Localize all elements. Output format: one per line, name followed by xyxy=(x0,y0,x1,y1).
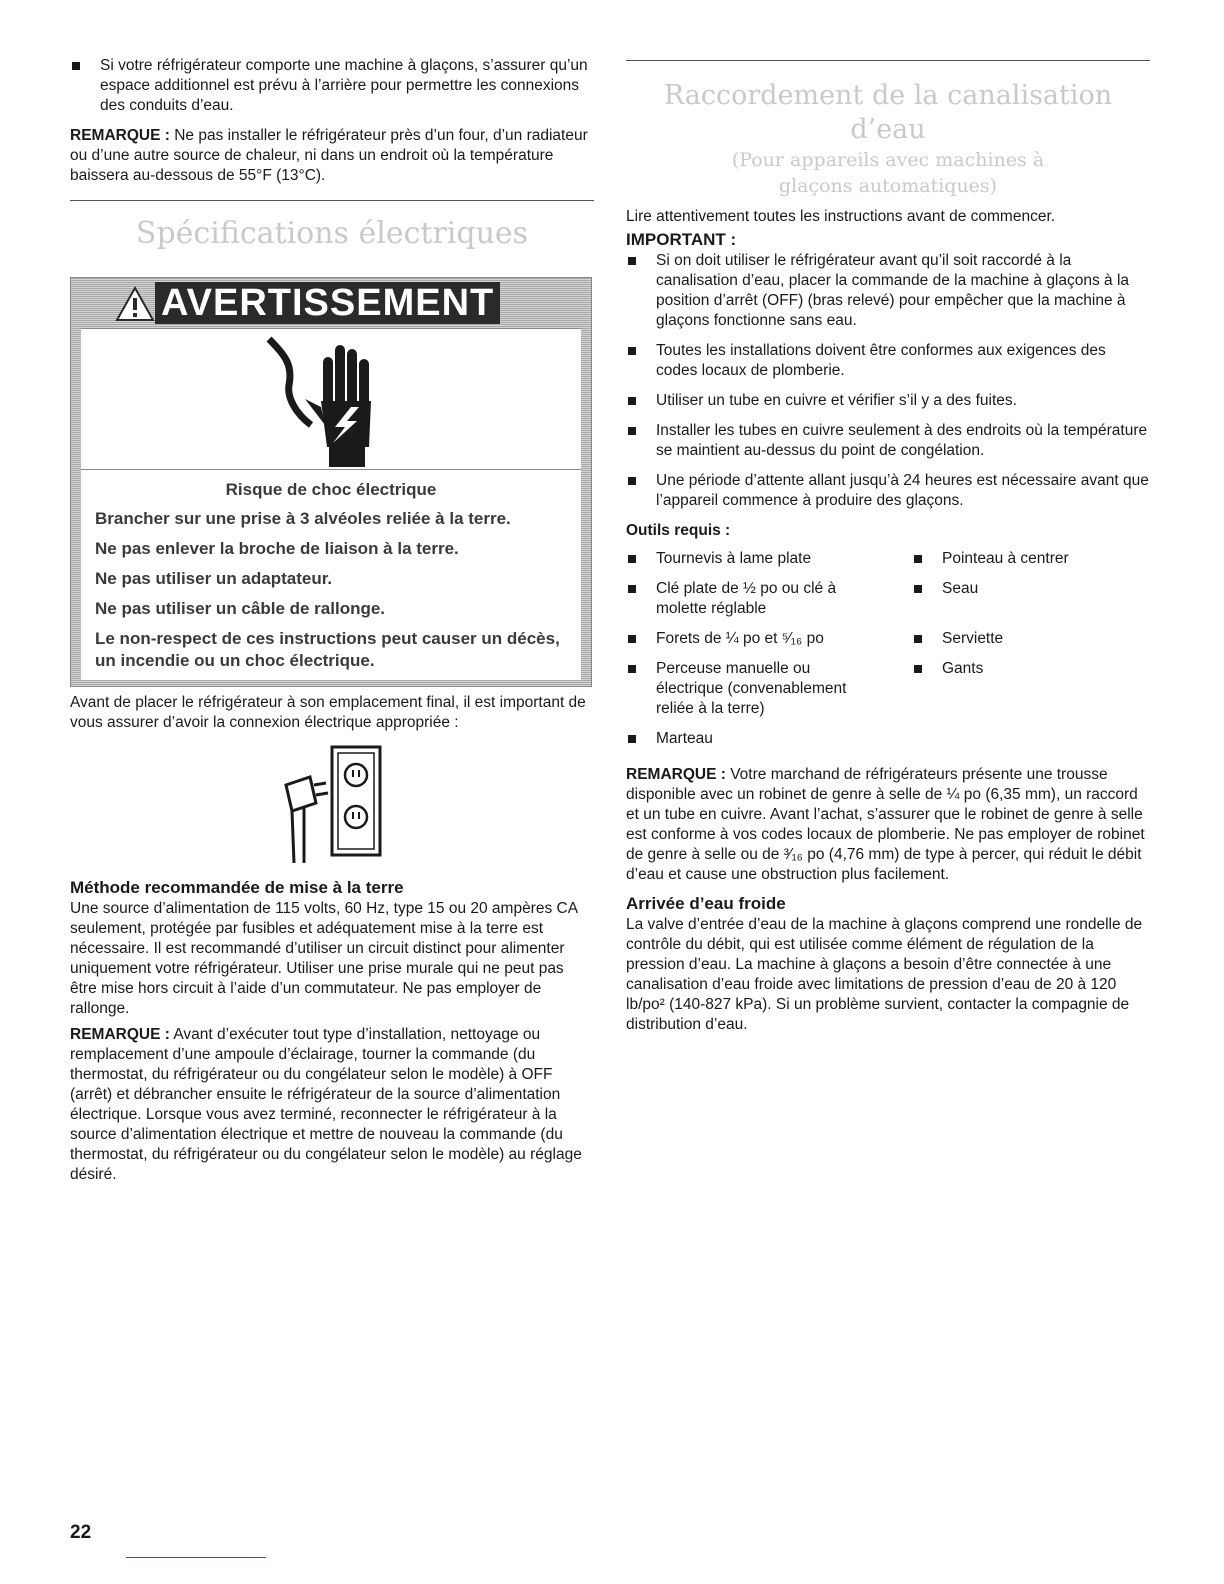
tools-column-1 xyxy=(626,549,912,759)
list-item: Forets de ¼ po et ⁵⁄₁₆ po xyxy=(626,629,912,649)
important-list xyxy=(626,251,1150,511)
warning-border-right xyxy=(581,328,591,686)
intro-water: Lire attentivement toutes les instructions avant de commencer. xyxy=(626,208,1056,225)
list-item: Si votre réfrigérateur comporte une machine à glaçons, s’assurer qu’un espace additionnel est prévu à l’arrière pour permettre les connexions des conduits d’eau. xyxy=(70,56,594,116)
warning-line: Ne pas utiliser un câble de rallonge. xyxy=(95,599,386,618)
electric-shock-hand-icon xyxy=(265,335,405,471)
cold-water-heading: Arrivée d’eau froide xyxy=(626,894,786,913)
warning-title: AVERTISSEMENT xyxy=(155,282,500,324)
remarque-label: REMARQUE : xyxy=(626,766,726,783)
method-text: Une source d’alimentation de 115 volts, 60 Hz, type 15 ou 20 ampères CA seulement, protégée par fusibles et adéquatement mise à la terre est nécessaire. Il est recommandé d’utiliser un circuit distinct pour alimenter uniquement votre réfrigérateur. Utiliser une prise murale qui ne peut pas être mise hors circuit à l’aide d’un commutateur. Ne pas employer de rallonge. xyxy=(70,900,578,1017)
method-heading: Méthode recommandée de mise à la terre xyxy=(70,878,404,897)
warning-line: Brancher sur une prise à 3 alvéoles reliée à la terre. xyxy=(95,509,511,528)
important-label: IMPORTANT : xyxy=(626,230,737,249)
warning-risk: Risque de choc électrique xyxy=(225,480,437,499)
list-item: Si on doit utiliser le réfrigérateur avant qu’il soit raccordé à la canalisation d’eau, placer la commande de la machine à glaçons à la position d’arrêt (OFF) (bras relevé) pour empêcher que la machine à glaçons fonctionne sans eau. xyxy=(626,251,1150,331)
section-divider xyxy=(70,200,594,201)
page-number: 22 xyxy=(70,1522,92,1543)
list-item: Serviette xyxy=(912,629,1142,649)
warning-triangle-icon xyxy=(115,286,155,322)
remarque-text: Ne pas installer le réfrigérateur près d’un four, d’un radiateur ou d’une autre source de chaleur, ni dans un endroit où la température baissera au-dessous de 55°F (13°C). xyxy=(70,127,588,184)
remarque-text: Avant d’exécuter tout type d’installation, nettoyage ou remplacement d’une ampoule d’éclairage, tourner la commande (du thermostat, du réfrigérateur ou du congélateur selon le modèle) à OFF (arrêt) et débrancher ensuite le réfrigérateur de la source d’alimentation électrique. Lorsque vous avez terminé, reconnecter le réfrigérateur à la source d’alimentation électrique et mettre de nouveau la commande (du thermostat, du réfrigérateur ou du congélateur selon le modèle) au réglage désiré. xyxy=(70,1026,582,1183)
grounded-plug-outlet-icon xyxy=(276,745,386,865)
warning-border-left xyxy=(71,328,81,686)
list-item: Clé plate de ½ po ou clé à molette réglable xyxy=(626,579,912,619)
list-item: Une période d’attente allant jusqu’à 24 heures est nécessaire avant que l’appareil commence à produire des glaçons. xyxy=(626,471,1150,511)
list-item: Utiliser un tube en cuivre et vérifier s’il y a des fuites. xyxy=(626,391,1150,411)
list-item: Pointeau à centrer xyxy=(912,549,1142,569)
warning-line: Ne pas enlever la broche de liaison à la terre. xyxy=(95,539,459,558)
warning-body xyxy=(71,470,591,680)
left-column xyxy=(70,56,594,1185)
remarque-install xyxy=(70,1025,594,1185)
list-item: Toutes les installations doivent être conformes aux exigences des codes locaux de plomberie. xyxy=(626,341,1150,381)
footer-rule xyxy=(126,1557,266,1558)
top-bullet-list xyxy=(70,56,594,116)
warning-box xyxy=(70,277,592,687)
warning-image-area xyxy=(81,328,581,470)
list-item: Installer les tubes en cuivre seulement à des endroits où la température se maintient au-dessus du point de congélation. xyxy=(626,421,1150,461)
list-item: Marteau xyxy=(626,729,912,749)
list-item: Gants xyxy=(912,659,1142,679)
section-subtitle-water: (Pour appareils avec machines à glaçons automatiques) xyxy=(731,149,1045,197)
remarque-kit xyxy=(626,765,1150,885)
remarque-heat xyxy=(70,126,594,186)
remarque-text: Votre marchand de réfrigérateurs présente une trousse disponible avec un robinet de genre à selle de ¼ po (6,35 mm), un raccord et un tube en cuivre. Avant l’achat, s’assurer que le robinet de genre à selle est conforme à vos codes locaux de plomberie. Ne pas employer de robinet de genre à selle ou de ³⁄₁₆ po (4,76 mm) de type à percer, qui réduit le débit d’eau et cause une obstruction plus facilement. xyxy=(626,766,1145,883)
cold-water-text: La valve d’entrée d’eau de la machine à glaçons comprend une rondelle de contrôle du débit, qui est utilisée comme élément de régulation de la pression d’eau. La machine à glaçons a besoin d’être connectée à une canalisation d’eau froide avec limitations de pression d’eau de 20 à 120 lb/po² (140-827 kPa). Si un problème survient, contacter la compagnie de distribution d’eau. xyxy=(626,916,1143,1033)
warning-border-bottom xyxy=(71,680,591,686)
section-title-electrical: Spécifications électriques xyxy=(135,216,529,251)
list-item: Seau xyxy=(912,579,1142,599)
list-item: Perceuse manuelle ou électrique (convenablement reliée à la terre) xyxy=(626,659,912,719)
section-title-water: Raccordement de la canalisation d’eau xyxy=(663,80,1113,145)
remarque-label: REMARQUE : xyxy=(70,127,170,144)
list-item: Tournevis à lame plate xyxy=(626,549,912,569)
warning-line: Le non-respect de ces instructions peut causer un décès, un incendie ou un choc électrique. xyxy=(95,629,560,670)
warning-header xyxy=(71,278,591,328)
tools-column-2 xyxy=(912,549,1142,759)
section-divider xyxy=(626,60,1150,61)
remarque-label: REMARQUE : xyxy=(70,1026,170,1043)
right-column xyxy=(626,60,1150,1035)
warning-line: Ne pas utiliser un adaptateur. xyxy=(95,569,333,588)
tools-list xyxy=(626,549,1150,759)
intro-electrical: Avant de placer le réfrigérateur à son emplacement final, il est important de vous assurer d’avoir la connexion électrique appropriée : xyxy=(70,694,586,731)
tools-label: Outils requis : xyxy=(626,522,731,539)
